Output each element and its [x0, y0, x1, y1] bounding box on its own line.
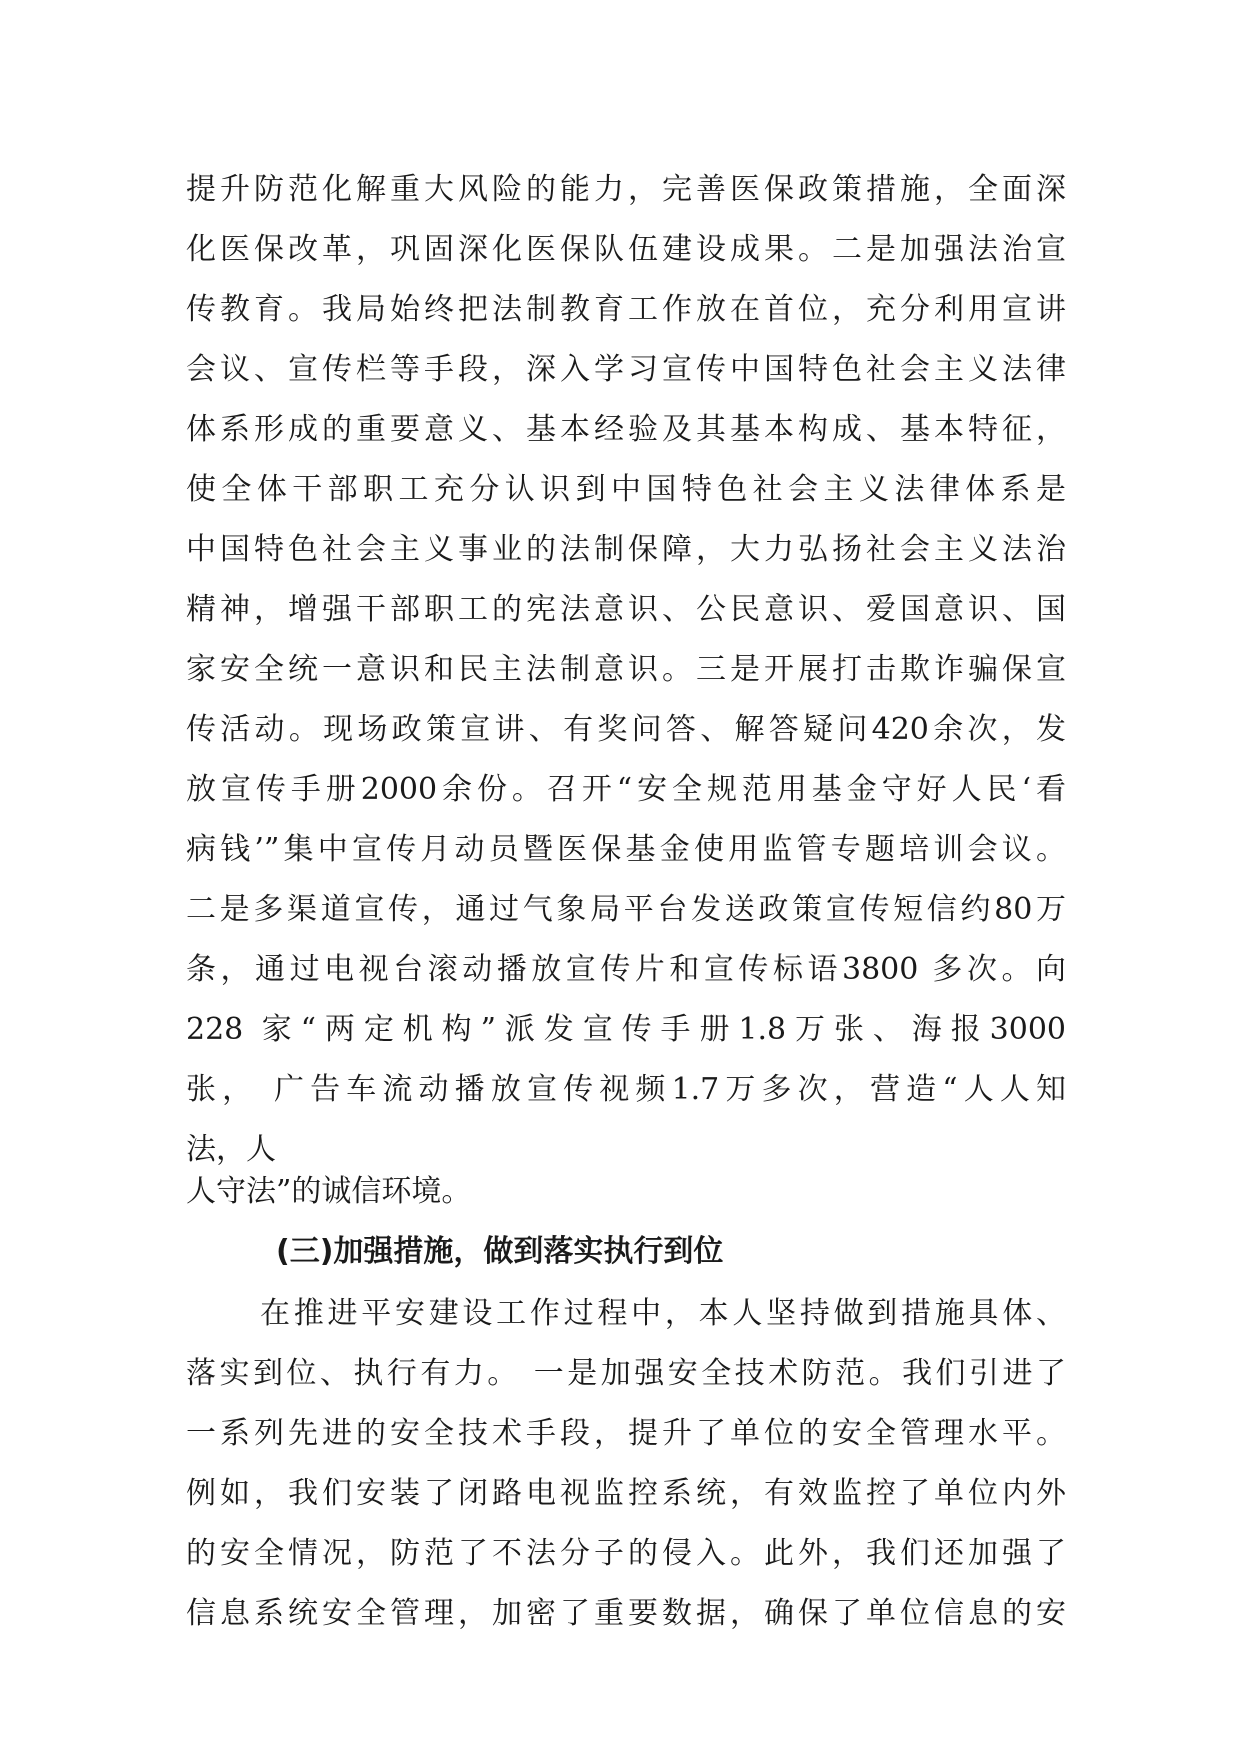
- body-line: 化医保改革，巩固深化医保队伍建设成果。二是加强法治宣: [186, 232, 1066, 267]
- body-line: 一系列先进的安全技术手段，提升了单位的安全管理水平。: [186, 1416, 1066, 1451]
- body-line: 会议、宣传栏等手段，深入学习宣传中国特色社会主义法律: [186, 352, 1066, 387]
- body-line: 人守法”的诚信环境。: [186, 1174, 472, 1209]
- body-line: 放宣传手册2000余份。召开“安全规范用基金守好人民‘看: [186, 772, 1066, 807]
- paragraph-first-line: 在推进平安建设工作过程中，本人坚持做到措施具体、: [260, 1296, 1066, 1331]
- body-line: 中国特色社会主义事业的法制保障，大力弘扬社会主义法治: [186, 532, 1066, 567]
- body-line: 落实到位、执行有力。 一是加强安全技术防范。我们引进了: [186, 1356, 1066, 1391]
- body-line: 信息系统安全管理，加密了重要数据，确保了单位信息的安: [186, 1596, 1066, 1631]
- body-line: 体系形成的重要意义、基本经验及其基本构成、基本特征，: [186, 412, 1066, 447]
- body-line: 传教育。我局始终把法制教育工作放在首位，充分利用宣讲: [186, 292, 1066, 327]
- body-line: 病钱’”集中宣传月动员暨医保基金使用监管专题培训会议。: [186, 832, 1066, 867]
- body-line: 精神，增强干部职工的宪法意识、公民意识、爱国意识、国: [186, 592, 1066, 627]
- body-line: 二是多渠道宣传，通过气象局平台发送政策宣传短信约80万: [186, 892, 1066, 927]
- body-line: 使全体干部职工充分认识到中国特色社会主义法律体系是: [186, 472, 1066, 507]
- body-line: 条，通过电视台滚动播放宣传片和宣传标语3800 多次。向: [186, 952, 1066, 987]
- body-line: 法，人: [186, 1132, 276, 1167]
- body-line: 228 家“两定机构”派发宣传手册1.8万张、海报3000: [186, 1012, 1066, 1047]
- body-line: 张， 广告车流动播放宣传视频1.7万多次，营造“人人知: [186, 1072, 1066, 1107]
- section-heading: (三)加强措施，做到落实执行到位: [276, 1234, 724, 1269]
- body-line: 例如，我们安装了闭路电视监控系统，有效监控了单位内外: [186, 1476, 1066, 1511]
- body-line: 的安全情况，防范了不法分子的侵入。此外，我们还加强了: [186, 1536, 1066, 1571]
- body-line: 家安全统一意识和民主法制意识。三是开展打击欺诈骗保宣: [186, 652, 1066, 687]
- body-line: 传活动。现场政策宣讲、有奖问答、解答疑问420余次，发: [186, 712, 1066, 747]
- body-line: 提升防范化解重大风险的能力，完善医保政策措施，全面深: [186, 172, 1066, 207]
